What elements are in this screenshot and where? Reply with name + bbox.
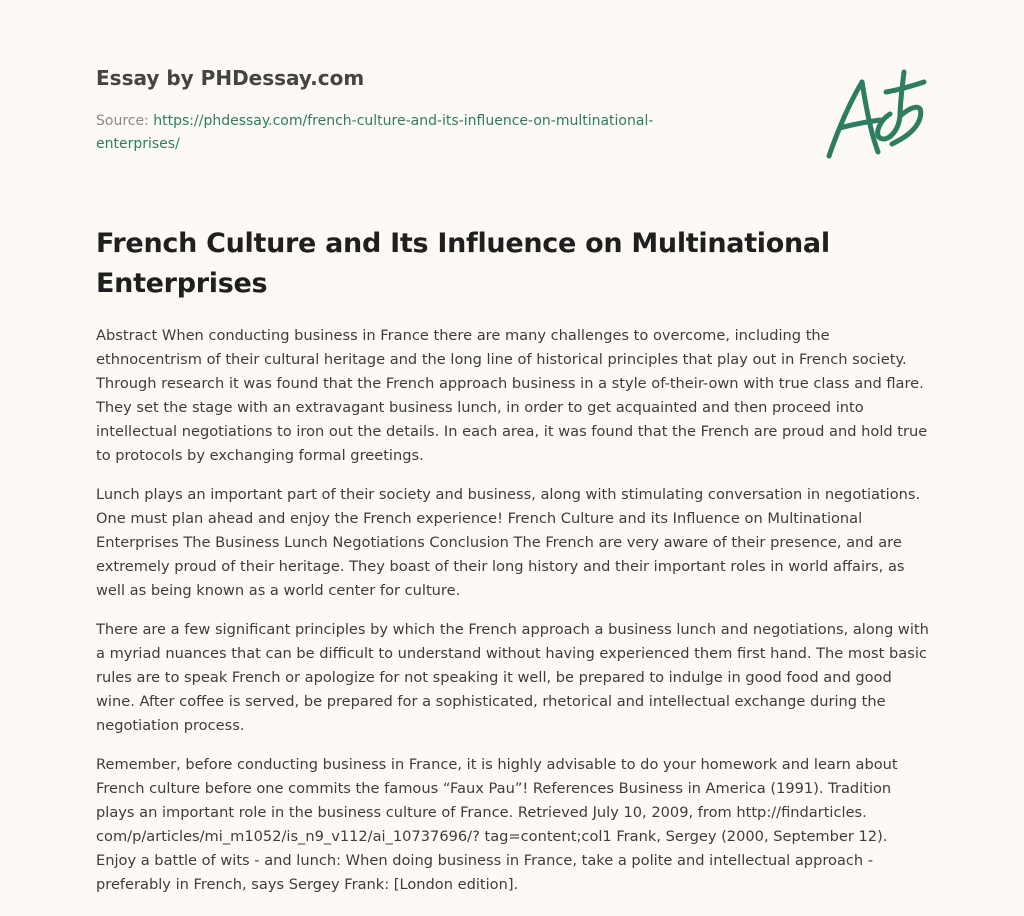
page-title: French Culture and Its Influence on Multinational Enterprises [96,228,830,299]
essay-paragraph: Abstract When conducting business in France there are many challenges to overcome, including the ethnocentrism of their cultural heritage and the long line of historical principles that play out in French society. Through research it was found that the French approach business in a style of-their-own with true class and flare. They set the stage with an extravagant business lunch, in order to get acquainted and then proceed into intellectual negotiations to iron out the details. In each area, it was found that the French are proud and hold true to protocols by exchanging formal greetings. [96,327,928,464]
essay-paragraph: Lunch plays an important part of their society and business, along with stimulating conversation in negotiations. One must plan ahead and enjoy the French experience! French Culture and its Influence on Multinational Enterprises The Business Lunch Negotiations Conclusion The French are very aware of their presence, and are extremely proud of their heritage. They boast of their long history and their important roles in world affairs, as well as being known as a world center for culture. [96,486,921,599]
page-header [96,64,736,156]
source-line [96,110,716,156]
source-link[interactable]: https://phdessay.com/french-culture-and-its-influence-on-multinational-enterprises/ [96,113,654,152]
essay-body [96,324,930,912]
a-plus-icon [820,68,930,168]
source-label: Source: [96,113,154,129]
essay-paragraph: There are a few significant principles by which the French approach a business lunch and negotiations, along with a myriad nuances that can be difficult to understand without having experienced them first hand. The most basic rules are to speak French or apologize for not speaking it well, be prepared to indulge in good food and good wine. After coffee is served, be prepared for a sophisticated, rhetorical and intellectual exchange during the negotiation process. [96,621,929,734]
essay-paragraph: Remember, before conducting business in France, it is highly advisable to do your homework and learn about French culture before one commits the famous “Faux Pau”! References Business in America (1991). Tradition plays an important role in the business culture of France. Retrieved July 10, 2009, from http://findarticles. com/p/articles/mi_m1052/is_n9_v112/ai_10737696/? tag=content;col1 Frank, Sergey (2000, September 12). Enjoy a battle of wits - and lunch: When doing business in France, take a polite and intellectual approach - preferably in French, says Sergey Frank: [London edition]. [96,756,898,893]
brand-title: Essay by PHDessay.com [96,66,365,90]
